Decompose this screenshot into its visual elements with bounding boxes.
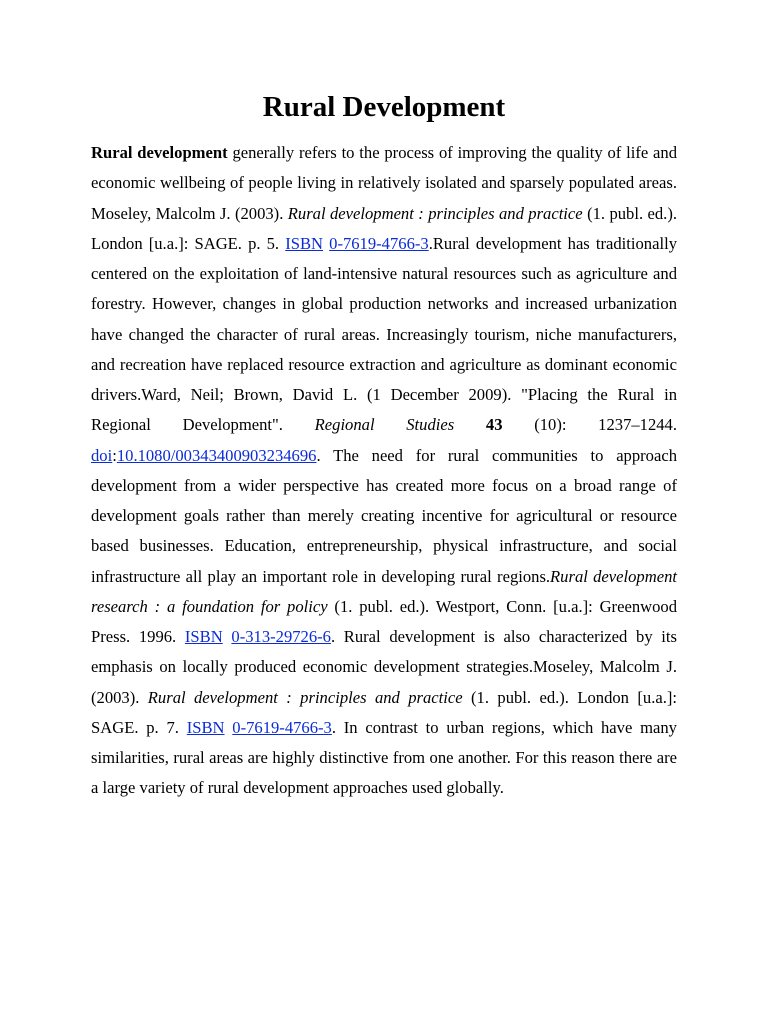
body-text-run: . The need for rural communities to approach development from a wider perspective has created more focus on a broad range of development goals rather than merely creating incentive for agricultural or resource based businesses. Education, entrepreneurship, physical infrastructure, and social infrastructure all play an important role in developing rural regions.	[91, 445, 677, 586]
body-text-run	[454, 415, 486, 434]
book-title: Rural development research : a foundation for policy	[91, 566, 677, 616]
term-rural-development: Rural development	[91, 143, 228, 162]
body-text-run: .Rural development has traditionally centered on the exploitation of land-intensive natural resources such as agriculture and forestry. However, changes in global production networks and increased urbanization have changed the character of rural areas. Increasingly tourism, niche manufacturers, and recreation have replaced resource extraction and agriculture as dominant economic drivers.Ward, Neil; Brown, David L. (1 December 2009). "Placing the Rural in Regional Development".	[91, 233, 677, 435]
book-title: Rural development : principles and practice	[147, 687, 463, 707]
doi-link[interactable]: doi	[91, 445, 113, 465]
isbn-number-link[interactable]: 0-7619-4766-3	[232, 717, 332, 737]
body-text-run: generally refers to the process of improving the quality of life and economic wellbeing of people living in relatively isolated and sparsely populated areas. Moseley, Malcolm J. (2003).	[91, 143, 678, 223]
isbn-number-link[interactable]: 0-7619-4766-3	[329, 233, 429, 253]
body-text-run: (1. publ. ed.). London [u.a.]: SAGE. p. 7.	[91, 687, 677, 737]
isbn-link[interactable]: ISBN	[285, 233, 324, 253]
body-text-run: (1. publ. ed.). Westport, Conn. [u.a.]: Greenwood Press. 1996.	[91, 596, 677, 646]
body-text-run: (10): 1237–1244.	[502, 415, 678, 435]
doi-number-link[interactable]: 10.1080/00343400903234696	[116, 445, 317, 465]
body-text-run: . Rural development is also characterized by its emphasis on locally produced economic development strategies.Moseley, Malcolm J. (2003).	[91, 627, 677, 707]
isbn-number-link[interactable]: 0-313-29726-6	[231, 627, 331, 646]
book-title: Rural development : principles and practice	[287, 203, 583, 223]
isbn-link[interactable]: ISBN	[184, 627, 223, 646]
body-text-run: :	[112, 445, 117, 465]
body-text-run: (1. publ. ed.). London [u.a.]: SAGE. p. 5.	[91, 203, 677, 253]
journal-volume: 43	[485, 415, 503, 435]
isbn-link[interactable]: ISBN	[186, 717, 225, 737]
body-text-run: . In contrast to urban regions, which have many similarities, rural areas are highly distinctive from one another. For this reason there are a large variety of rural development approaches used globally.	[91, 717, 677, 798]
journal-title: Regional Studies	[314, 415, 455, 435]
body-paragraph	[91, 138, 677, 804]
page-title: Rural Development	[262, 91, 506, 123]
